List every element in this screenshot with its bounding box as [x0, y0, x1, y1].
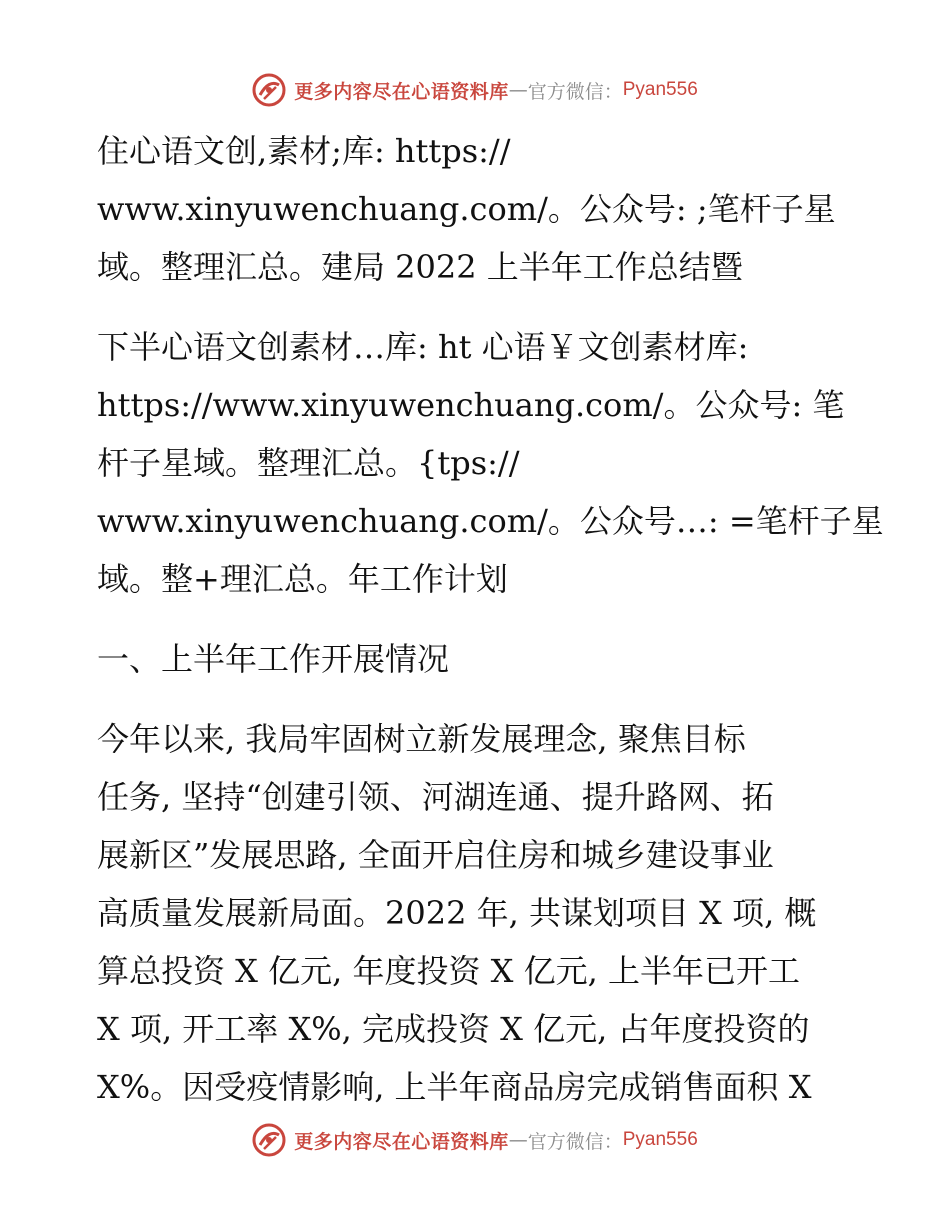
text-line: X%。因受疫情影响, 上半年商品房完成销售面积 X: [97, 1068, 812, 1106]
document-body: [97, 122, 884, 1116]
text-line: 高质量发展新局面。2022 年, 共谋划项目 X 项, 概: [97, 894, 817, 932]
watermark-wechat-label: 官方微信：: [527, 80, 623, 103]
text-line: www.xinyuwenchuang.com/。公众号…: =笔杆子星: [97, 502, 884, 540]
text-line: X 项, 开工率 X%, 完成投资 X 亿元, 占年度投资的: [97, 1010, 810, 1048]
watermark-dash: —: [508, 1129, 528, 1151]
paragraph-1: [97, 122, 857, 296]
watermark-banner-top: [0, 70, 950, 110]
watermark-wechat-id: Pyan556: [622, 1129, 698, 1150]
watermark-text: 更多内容尽在心语资料库: [294, 1130, 509, 1153]
text-line: https://www.xinyuwenchuang.com/。公众号: 笔: [97, 386, 845, 424]
xinyu-logo-icon: [252, 73, 286, 107]
text-line: 域。整+理汇总。年工作计划: [97, 560, 508, 598]
text-line: www.xinyuwenchuang.com/。公众号: ;笔杆子星: [97, 190, 836, 228]
text-line: 住心语文创,素材;库: https://: [97, 132, 511, 170]
paragraph-3: [97, 710, 857, 1116]
paragraph-2: [97, 318, 884, 608]
text-line: 任务, 坚持“创建引领、河湖连通、提升路网、拓: [97, 778, 774, 816]
xinyu-logo-icon: [252, 1123, 286, 1157]
watermark-wechat-id: Pyan556: [622, 79, 698, 100]
watermark-dash: —: [508, 79, 528, 101]
text-line: 展新区”发展思路, 全面开启住房和城乡建设事业: [97, 836, 774, 874]
text-line: 今年以来, 我局牢固树立新发展理念, 聚焦目标: [97, 720, 746, 758]
watermark-wechat-label: 官方微信：: [527, 1130, 623, 1153]
text-line: 杆子星域。整理汇总。{tps://: [97, 444, 520, 482]
watermark-banner-bottom: [0, 1120, 950, 1160]
watermark-text: 更多内容尽在心语资料库: [294, 80, 509, 103]
text-line: 域。整理汇总。建局 2022 上半年工作总结暨: [97, 248, 743, 286]
section-heading: 一、上半年工作开展情况: [97, 640, 450, 678]
text-line: 算总投资 X 亿元, 年度投资 X 亿元, 上半年已开工: [97, 952, 800, 990]
text-line: 下半心语文创素材…库: ht 心语￥文创素材库:: [97, 328, 749, 366]
